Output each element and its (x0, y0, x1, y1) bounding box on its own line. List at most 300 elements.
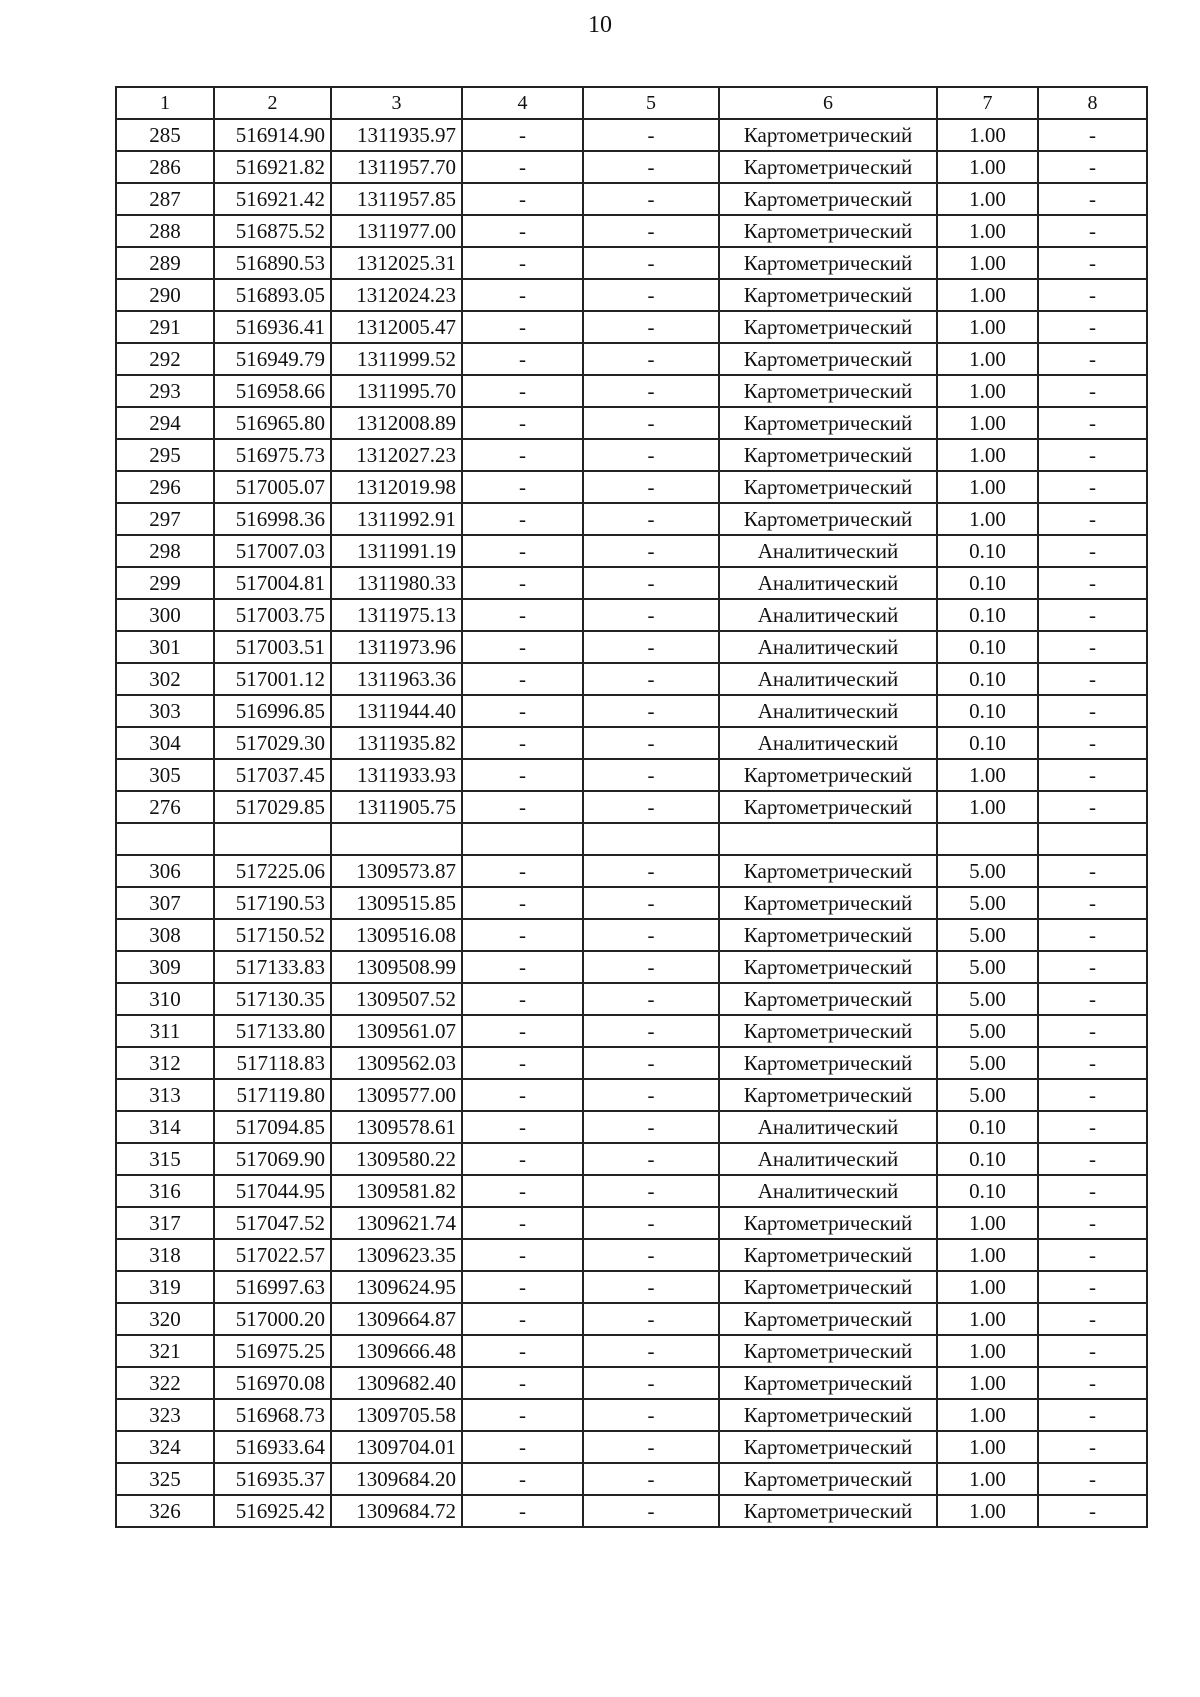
x-coordinate-cell: 517130.35 (214, 983, 331, 1015)
table-row (116, 1303, 1147, 1335)
col8-cell: - (1038, 439, 1147, 471)
table-row (116, 535, 1147, 567)
table-row (116, 1207, 1147, 1239)
page-number: 10 (588, 12, 612, 38)
y-coordinate-cell: 1311935.82 (331, 727, 462, 759)
method-cell: Картометрический (719, 279, 937, 311)
table-row (116, 503, 1147, 535)
x-coordinate-cell: 517133.83 (214, 951, 331, 983)
x-coordinate-cell: 517022.57 (214, 1239, 331, 1271)
header-cell: 2 (214, 87, 331, 119)
y-coordinate-cell: 1311935.97 (331, 119, 462, 151)
method-cell: Картометрический (719, 887, 937, 919)
x-coordinate-cell: 516970.08 (214, 1367, 331, 1399)
col8-cell: - (1038, 375, 1147, 407)
col5-cell: - (583, 1239, 719, 1271)
x-coordinate-cell: 516890.53 (214, 247, 331, 279)
col8-cell: - (1038, 503, 1147, 535)
table-row (116, 1399, 1147, 1431)
col5-cell: - (583, 1207, 719, 1239)
y-coordinate-cell: 1309561.07 (331, 1015, 462, 1047)
point-number-cell: 298 (116, 535, 214, 567)
x-coordinate-cell: 517094.85 (214, 1111, 331, 1143)
x-coordinate-cell: 517047.52 (214, 1207, 331, 1239)
method-cell: Картометрический (719, 1015, 937, 1047)
col8-cell: - (1038, 1207, 1147, 1239)
y-coordinate-cell: 1309508.99 (331, 951, 462, 983)
y-coordinate-cell: 1312005.47 (331, 311, 462, 343)
method-cell: Картометрический (719, 119, 937, 151)
col4-cell: - (462, 887, 583, 919)
col8-cell: - (1038, 1239, 1147, 1271)
table-row (116, 1015, 1147, 1047)
col8-cell: - (1038, 407, 1147, 439)
table-row (116, 1367, 1147, 1399)
col4-cell: - (462, 1399, 583, 1431)
table-row (116, 119, 1147, 151)
col4-cell: - (462, 247, 583, 279)
x-coordinate-cell: 517007.03 (214, 535, 331, 567)
y-coordinate-cell: 1309666.48 (331, 1335, 462, 1367)
point-number-cell: 315 (116, 1143, 214, 1175)
method-cell: Картометрический (719, 471, 937, 503)
x-coordinate-cell: 516893.05 (214, 279, 331, 311)
method-cell: Картометрический (719, 983, 937, 1015)
col5-cell: - (583, 279, 719, 311)
accuracy-cell: 1.00 (937, 1239, 1038, 1271)
col4-cell: - (462, 183, 583, 215)
x-coordinate-cell: 517029.30 (214, 727, 331, 759)
col4-cell: - (462, 727, 583, 759)
table-row (116, 631, 1147, 663)
x-coordinate-cell: 516921.42 (214, 183, 331, 215)
col5-cell: - (583, 151, 719, 183)
col4-cell: - (462, 1335, 583, 1367)
method-cell: Картометрический (719, 791, 937, 823)
col5-cell: - (583, 311, 719, 343)
accuracy-cell: 1.00 (937, 215, 1038, 247)
method-cell: Картометрический (719, 759, 937, 791)
accuracy-cell: 1.00 (937, 1399, 1038, 1431)
col8-cell: - (1038, 151, 1147, 183)
y-coordinate-cell: 1309515.85 (331, 887, 462, 919)
method-cell: Картометрический (719, 407, 937, 439)
header-cell: 5 (583, 87, 719, 119)
col4-cell: - (462, 855, 583, 887)
col4-cell: - (462, 535, 583, 567)
method-cell: Аналитический (719, 599, 937, 631)
point-number-cell: 326 (116, 1495, 214, 1527)
col8-cell: - (1038, 343, 1147, 375)
col5-cell: - (583, 183, 719, 215)
x-coordinate-cell: 517003.51 (214, 631, 331, 663)
point-number-cell: 321 (116, 1335, 214, 1367)
header-cell: 8 (1038, 87, 1147, 119)
x-coordinate-cell: 516936.41 (214, 311, 331, 343)
y-coordinate-cell: 1311933.93 (331, 759, 462, 791)
col5-cell: - (583, 1399, 719, 1431)
y-coordinate-cell: 1312019.98 (331, 471, 462, 503)
accuracy-cell: 5.00 (937, 983, 1038, 1015)
accuracy-cell: 1.00 (937, 375, 1038, 407)
col8-cell: - (1038, 1047, 1147, 1079)
accuracy-cell: 5.00 (937, 951, 1038, 983)
table-header-row (116, 87, 1147, 119)
point-number-cell: 289 (116, 247, 214, 279)
table-row (116, 951, 1147, 983)
point-number-cell: 304 (116, 727, 214, 759)
x-coordinate-cell: 516949.79 (214, 343, 331, 375)
table-row (116, 215, 1147, 247)
accuracy-cell: 1.00 (937, 1207, 1038, 1239)
table-row (116, 791, 1147, 823)
table-row (116, 1111, 1147, 1143)
accuracy-cell: 1.00 (937, 1303, 1038, 1335)
method-cell: Картометрический (719, 1495, 937, 1527)
x-coordinate-cell: 517037.45 (214, 759, 331, 791)
col4-cell: - (462, 695, 583, 727)
col4-cell: - (462, 1367, 583, 1399)
y-coordinate-cell: 1312025.31 (331, 247, 462, 279)
col5-cell: - (583, 951, 719, 983)
col4-cell: - (462, 215, 583, 247)
col8-cell: - (1038, 471, 1147, 503)
x-coordinate-cell: 516935.37 (214, 1463, 331, 1495)
accuracy-cell: 1.00 (937, 407, 1038, 439)
x-coordinate-cell (214, 823, 331, 855)
col8-cell: - (1038, 1367, 1147, 1399)
method-cell: Аналитический (719, 695, 937, 727)
header-cell: 7 (937, 87, 1038, 119)
accuracy-cell: 0.10 (937, 1175, 1038, 1207)
y-coordinate-cell: 1311973.96 (331, 631, 462, 663)
col5-cell: - (583, 1271, 719, 1303)
point-number-cell: 319 (116, 1271, 214, 1303)
col4-cell: - (462, 503, 583, 535)
col4-cell: - (462, 1015, 583, 1047)
col8-cell: - (1038, 1079, 1147, 1111)
table-row (116, 887, 1147, 919)
point-number-cell: 285 (116, 119, 214, 151)
table-row (116, 1175, 1147, 1207)
table-row (116, 1495, 1147, 1527)
col4-cell: - (462, 1495, 583, 1527)
col4-cell: - (462, 1239, 583, 1271)
col8-cell: - (1038, 311, 1147, 343)
y-coordinate-cell: 1311957.70 (331, 151, 462, 183)
y-coordinate-cell: 1311963.36 (331, 663, 462, 695)
col4-cell: - (462, 1271, 583, 1303)
table-row (116, 471, 1147, 503)
col5-cell: - (583, 1143, 719, 1175)
point-number-cell: 306 (116, 855, 214, 887)
col8-cell (1038, 823, 1147, 855)
x-coordinate-cell: 516975.25 (214, 1335, 331, 1367)
table-row (116, 183, 1147, 215)
accuracy-cell: 0.10 (937, 535, 1038, 567)
method-cell: Аналитический (719, 727, 937, 759)
accuracy-cell: 0.10 (937, 1111, 1038, 1143)
col5-cell: - (583, 887, 719, 919)
y-coordinate-cell: 1311957.85 (331, 183, 462, 215)
point-number-cell: 296 (116, 471, 214, 503)
point-number-cell: 295 (116, 439, 214, 471)
accuracy-cell: 0.10 (937, 631, 1038, 663)
col4-cell: - (462, 119, 583, 151)
table-row (116, 599, 1147, 631)
col5-cell: - (583, 503, 719, 535)
accuracy-cell: 5.00 (937, 1079, 1038, 1111)
col4-cell: - (462, 407, 583, 439)
y-coordinate-cell: 1309581.82 (331, 1175, 462, 1207)
method-cell: Картометрический (719, 1463, 937, 1495)
accuracy-cell: 1.00 (937, 247, 1038, 279)
col8-cell: - (1038, 951, 1147, 983)
accuracy-cell: 5.00 (937, 887, 1038, 919)
method-cell: Картометрический (719, 439, 937, 471)
col8-cell: - (1038, 695, 1147, 727)
method-cell: Картометрический (719, 1431, 937, 1463)
col4-cell: - (462, 1079, 583, 1111)
col8-cell: - (1038, 855, 1147, 887)
y-coordinate-cell: 1311995.70 (331, 375, 462, 407)
table-row (116, 151, 1147, 183)
col8-cell: - (1038, 1303, 1147, 1335)
table-row (116, 727, 1147, 759)
point-number-cell: 300 (116, 599, 214, 631)
x-coordinate-cell: 516997.63 (214, 1271, 331, 1303)
point-number-cell: 307 (116, 887, 214, 919)
col5-cell: - (583, 119, 719, 151)
col5-cell: - (583, 1015, 719, 1047)
method-cell: Картометрический (719, 151, 937, 183)
y-coordinate-cell: 1309516.08 (331, 919, 462, 951)
y-coordinate-cell: 1311975.13 (331, 599, 462, 631)
col8-cell: - (1038, 1143, 1147, 1175)
x-coordinate-cell: 517118.83 (214, 1047, 331, 1079)
x-coordinate-cell: 517003.75 (214, 599, 331, 631)
table-row (116, 375, 1147, 407)
point-number-cell: 290 (116, 279, 214, 311)
table-row (116, 1239, 1147, 1271)
y-coordinate-cell: 1311980.33 (331, 567, 462, 599)
col8-cell: - (1038, 247, 1147, 279)
accuracy-cell: 5.00 (937, 855, 1038, 887)
y-coordinate-cell: 1309684.20 (331, 1463, 462, 1495)
col8-cell: - (1038, 1271, 1147, 1303)
col4-cell: - (462, 279, 583, 311)
col5-cell: - (583, 1175, 719, 1207)
accuracy-cell: 1.00 (937, 1431, 1038, 1463)
x-coordinate-cell: 516925.42 (214, 1495, 331, 1527)
accuracy-cell: 5.00 (937, 919, 1038, 951)
col8-cell: - (1038, 535, 1147, 567)
col4-cell: - (462, 1143, 583, 1175)
y-coordinate-cell: 1309580.22 (331, 1143, 462, 1175)
col4-cell: - (462, 471, 583, 503)
point-number-cell: 301 (116, 631, 214, 663)
col5-cell: - (583, 1431, 719, 1463)
col5-cell: - (583, 439, 719, 471)
col5-cell: - (583, 727, 719, 759)
col4-cell: - (462, 1303, 583, 1335)
table-row (116, 1271, 1147, 1303)
accuracy-cell: 0.10 (937, 1143, 1038, 1175)
x-coordinate-cell: 516968.73 (214, 1399, 331, 1431)
col5-cell: - (583, 375, 719, 407)
col5-cell: - (583, 1303, 719, 1335)
accuracy-cell: 1.00 (937, 119, 1038, 151)
method-cell: Картометрический (719, 1335, 937, 1367)
y-coordinate-cell: 1311977.00 (331, 215, 462, 247)
col5-cell: - (583, 1111, 719, 1143)
y-coordinate-cell (331, 823, 462, 855)
table-row (116, 407, 1147, 439)
point-number-cell: 276 (116, 791, 214, 823)
y-coordinate-cell: 1309578.61 (331, 1111, 462, 1143)
table-row (116, 311, 1147, 343)
col5-cell: - (583, 631, 719, 663)
table-row (116, 247, 1147, 279)
accuracy-cell: 1.00 (937, 1271, 1038, 1303)
col8-cell: - (1038, 983, 1147, 1015)
col5-cell: - (583, 599, 719, 631)
col4-cell: - (462, 1111, 583, 1143)
y-coordinate-cell: 1309705.58 (331, 1399, 462, 1431)
col8-cell: - (1038, 1175, 1147, 1207)
point-number-cell: 314 (116, 1111, 214, 1143)
accuracy-cell: 1.00 (937, 151, 1038, 183)
table-row (116, 983, 1147, 1015)
col4-cell: - (462, 343, 583, 375)
table-row (116, 1463, 1147, 1495)
point-number-cell: 310 (116, 983, 214, 1015)
x-coordinate-cell: 516914.90 (214, 119, 331, 151)
accuracy-cell: 1.00 (937, 471, 1038, 503)
table-row (116, 1047, 1147, 1079)
header-cell: 4 (462, 87, 583, 119)
method-cell: Аналитический (719, 1175, 937, 1207)
point-number-cell: 316 (116, 1175, 214, 1207)
col4-cell: - (462, 599, 583, 631)
col8-cell: - (1038, 183, 1147, 215)
x-coordinate-cell: 517004.81 (214, 567, 331, 599)
col4-cell: - (462, 1463, 583, 1495)
method-cell: Картометрический (719, 247, 937, 279)
accuracy-cell: 1.00 (937, 1335, 1038, 1367)
col4-cell: - (462, 375, 583, 407)
col4-cell: - (462, 983, 583, 1015)
point-number-cell: 325 (116, 1463, 214, 1495)
table-row (116, 919, 1147, 951)
method-cell: Аналитический (719, 535, 937, 567)
coordinates-table (115, 86, 1148, 1528)
point-number-cell: 322 (116, 1367, 214, 1399)
table-row (116, 759, 1147, 791)
x-coordinate-cell: 517044.95 (214, 1175, 331, 1207)
y-coordinate-cell: 1311999.52 (331, 343, 462, 375)
point-number-cell: 292 (116, 343, 214, 375)
x-coordinate-cell: 516998.36 (214, 503, 331, 535)
x-coordinate-cell: 516996.85 (214, 695, 331, 727)
method-cell: Картометрический (719, 503, 937, 535)
col4-cell: - (462, 1207, 583, 1239)
table-row (116, 1143, 1147, 1175)
y-coordinate-cell: 1309624.95 (331, 1271, 462, 1303)
y-coordinate-cell: 1309623.35 (331, 1239, 462, 1271)
method-cell: Аналитический (719, 663, 937, 695)
col8-cell: - (1038, 663, 1147, 695)
y-coordinate-cell: 1309562.03 (331, 1047, 462, 1079)
y-coordinate-cell: 1311905.75 (331, 791, 462, 823)
col4-cell: - (462, 567, 583, 599)
y-coordinate-cell: 1311991.19 (331, 535, 462, 567)
col5-cell: - (583, 695, 719, 727)
method-cell: Картометрический (719, 1239, 937, 1271)
col5-cell: - (583, 1079, 719, 1111)
point-number-cell: 312 (116, 1047, 214, 1079)
col4-cell (462, 823, 583, 855)
x-coordinate-cell: 517029.85 (214, 791, 331, 823)
table-row (116, 439, 1147, 471)
col5-cell: - (583, 1495, 719, 1527)
x-coordinate-cell: 516921.82 (214, 151, 331, 183)
col5-cell: - (583, 663, 719, 695)
table-row (116, 279, 1147, 311)
point-number-cell: 286 (116, 151, 214, 183)
x-coordinate-cell: 517190.53 (214, 887, 331, 919)
col4-cell: - (462, 311, 583, 343)
y-coordinate-cell: 1309704.01 (331, 1431, 462, 1463)
method-cell: Картометрический (719, 1303, 937, 1335)
accuracy-cell: 1.00 (937, 311, 1038, 343)
col4-cell: - (462, 151, 583, 183)
point-number-cell: 324 (116, 1431, 214, 1463)
point-number-cell: 317 (116, 1207, 214, 1239)
col5-cell: - (583, 215, 719, 247)
accuracy-cell: 0.10 (937, 727, 1038, 759)
accuracy-cell: 0.10 (937, 695, 1038, 727)
col8-cell: - (1038, 1111, 1147, 1143)
accuracy-cell: 5.00 (937, 1047, 1038, 1079)
table-row (116, 823, 1147, 855)
table-row (116, 1335, 1147, 1367)
table-row (116, 663, 1147, 695)
point-number-cell: 299 (116, 567, 214, 599)
col8-cell: - (1038, 1431, 1147, 1463)
x-coordinate-cell: 516965.80 (214, 407, 331, 439)
col5-cell: - (583, 247, 719, 279)
x-coordinate-cell: 516958.66 (214, 375, 331, 407)
method-cell: Аналитический (719, 567, 937, 599)
method-cell: Аналитический (719, 631, 937, 663)
accuracy-cell: 5.00 (937, 1015, 1038, 1047)
accuracy-cell: 0.10 (937, 599, 1038, 631)
point-number-cell: 318 (116, 1239, 214, 1271)
x-coordinate-cell: 517225.06 (214, 855, 331, 887)
method-cell: Аналитический (719, 1111, 937, 1143)
col8-cell: - (1038, 1015, 1147, 1047)
col4-cell: - (462, 1175, 583, 1207)
x-coordinate-cell: 517001.12 (214, 663, 331, 695)
accuracy-cell (937, 823, 1038, 855)
col4-cell: - (462, 631, 583, 663)
col4-cell: - (462, 759, 583, 791)
accuracy-cell: 0.10 (937, 663, 1038, 695)
col5-cell: - (583, 855, 719, 887)
col8-cell: - (1038, 919, 1147, 951)
y-coordinate-cell: 1309577.00 (331, 1079, 462, 1111)
